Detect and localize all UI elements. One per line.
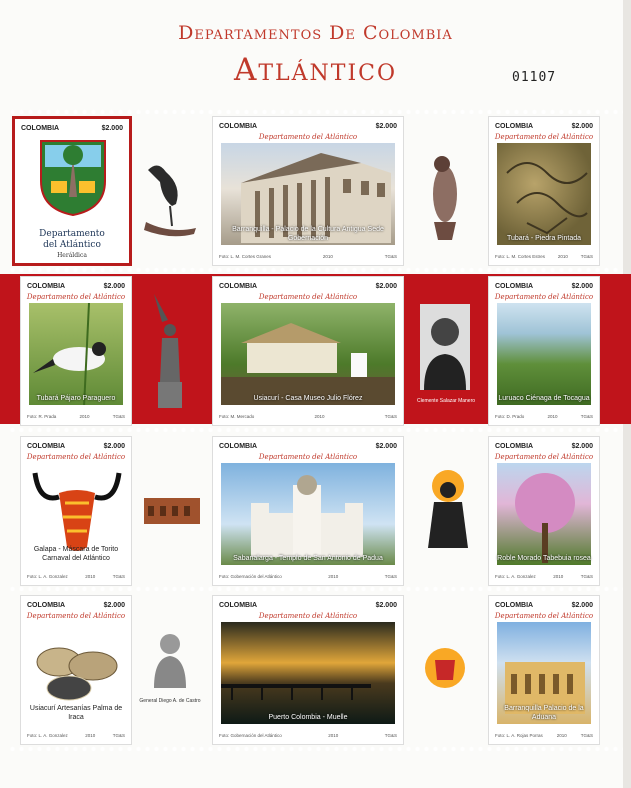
stamp-credit: Foto: L. A. Rojas Porras 2010 TG&S	[495, 733, 593, 738]
stamp-value: $2.000	[103, 443, 125, 450]
stamp-cienaga-tocagua	[488, 276, 600, 426]
stamp-roble-morado	[488, 436, 600, 586]
stamp-country: COLOMBIA	[219, 123, 258, 130]
stamp-casa-museo	[212, 276, 404, 426]
stamp-value: $2.000	[375, 443, 397, 450]
stamp-country: COLOMBIA	[27, 602, 66, 609]
stamp-department: Departamento del Atlántico	[258, 293, 358, 301]
hawk-icon	[420, 150, 470, 245]
stamp-country: COLOMBIA	[219, 443, 258, 450]
stamp-palacio-cultura	[212, 116, 404, 266]
stamp-credit: Foto: L. A. Gonzalez 2010 TG&S	[27, 733, 125, 738]
bust-label: General Diego A. de Castro	[139, 698, 201, 704]
stamp-piedra-pintada	[488, 116, 600, 266]
stamp-credit: Foto: Gobernación del Atlántico 2010 TG&S	[219, 574, 397, 579]
stamp-country: COLOMBIA	[219, 602, 258, 609]
stamp-image	[497, 463, 591, 565]
stamp-country: COLOMBIA	[495, 283, 534, 290]
portrait-icon	[420, 304, 470, 390]
stamp-department: Departamento del Atlántico	[258, 453, 358, 461]
stamp-artesanias	[20, 595, 132, 745]
carnival-figure-icon	[420, 468, 476, 552]
pier-icon	[221, 622, 395, 724]
stamp-value: $2.000	[571, 123, 593, 130]
stamp-credit: Foto: R. Prada 2010 TG&S	[27, 414, 125, 419]
stamp-caption: Luruaco Ciénaga de Tocagua	[498, 395, 590, 402]
stamp-credit: Foto: L. M. Cortes Granes 2010 TG&S	[219, 254, 397, 259]
stamp-caption: Sabanalarga - Templo de San Antonio de Padua	[233, 555, 383, 562]
stamp-credit: Foto: Gobernación del Atlántico 2010 TG&S	[219, 733, 397, 738]
stamp-caption: Galapa - Máscara de Torito Carnaval del Atlántico	[33, 546, 119, 562]
stamp-templo-san-antonio	[212, 436, 404, 586]
stamp-palacio-aduana	[488, 595, 600, 745]
stamp-country: COLOMBIA	[495, 443, 534, 450]
stamp-department: Departamento del Atlántico	[26, 612, 126, 620]
stamp-value: $2.000	[103, 602, 125, 609]
stamp-caption: Roble Morado Tabebuia rosea	[497, 555, 591, 562]
stamp-value: $2.000	[571, 443, 593, 450]
stamp-department: Departamento del Atlántico	[258, 612, 358, 620]
stamp-country: COLOMBIA	[495, 123, 534, 130]
stamp-department: Departamento del Atlántico	[26, 293, 126, 301]
stamp-department: Departamento del Atlántico	[494, 453, 594, 461]
stamp-image	[29, 303, 123, 405]
stamp-caption: Usiacurí Artesanías Palma de Iraca	[29, 705, 123, 721]
stamp-caption: Usiacurí - Casa Museo Julio Flórez	[253, 395, 363, 402]
heraldry-subtitle: Heráldica	[57, 252, 87, 259]
stamp-department: Departamento del Atlántico	[494, 293, 594, 301]
statue-icon	[148, 292, 192, 412]
perforation-row	[8, 426, 623, 434]
stamp-image	[497, 303, 591, 405]
stamp-pajaro-paraguero	[20, 276, 132, 426]
perforation-row	[8, 108, 623, 116]
portrait-photo	[420, 304, 470, 390]
perforation-row	[8, 585, 623, 593]
stamp-image	[497, 143, 591, 245]
stamp-value: $2.000	[571, 283, 593, 290]
stamp-country: COLOMBIA	[495, 602, 534, 609]
perforation-row	[8, 266, 623, 274]
stamp-puerto-colombia	[212, 595, 404, 745]
sheet-title-department: Atlántico	[233, 52, 398, 88]
heraldry-title: del Atlántico	[43, 240, 101, 250]
stamp-credit: Foto: M. Mercado 2010 TG&S	[219, 414, 397, 419]
stamp-caption: Puerto Colombia - Muelle	[268, 714, 348, 721]
stamp-value: $2.000	[375, 283, 397, 290]
stamp-credit: Foto: L. M. Cortes Estres 2010 TG&S	[495, 254, 593, 259]
sheet-title-series: Departamentos De Colombia	[178, 22, 453, 44]
stamp-caption: Tubará - Piedra Pintada	[506, 235, 582, 242]
stamp-mascara-torito	[20, 436, 132, 586]
stamp-value: $2.000	[101, 125, 123, 132]
stamp-value: $2.000	[571, 602, 593, 609]
stamp-credit: Foto: D. Prado 2010 TG&S	[495, 414, 593, 419]
heraldry-title: Departamento	[39, 229, 105, 239]
stamp-credit: Foto: L. A. Gonzalez 2010 TG&S	[495, 574, 593, 579]
stamp-heraldry	[12, 116, 132, 266]
stamp-country: COLOMBIA	[21, 125, 60, 132]
stamp-department: Departamento del Atlántico	[26, 453, 126, 461]
heron-icon	[142, 150, 198, 240]
stamp-department: Departamento del Atlántico	[258, 133, 358, 141]
stamp-country: COLOMBIA	[219, 283, 258, 290]
sheet-serial-number: 01107	[512, 70, 557, 85]
stamp-credit: Foto: L. A. Gonzalez 2010 TG&S	[27, 574, 125, 579]
stamp-department: Departamento del Atlántico	[494, 612, 594, 620]
fort-building-icon	[142, 490, 202, 526]
stamp-image	[221, 622, 395, 724]
stamp-value: $2.000	[375, 602, 397, 609]
stamp-country: COLOMBIA	[27, 283, 66, 290]
perforation-row	[8, 745, 623, 753]
stamp-value: $2.000	[103, 283, 125, 290]
emblem-icon	[420, 640, 470, 696]
portrait-label: Clemente Salazar Manero	[416, 398, 476, 404]
stamp-image	[221, 303, 395, 405]
stamp-value: $2.000	[375, 123, 397, 130]
stamp-caption: Barranquilla Palacio de la Aduana	[504, 705, 584, 721]
stamp-caption: Barranquilla - Palacio de la Cultura Antigua Sede Gobernación	[232, 226, 384, 242]
tree-icon	[497, 463, 591, 565]
coat-of-arms-icon	[37, 137, 109, 217]
church-icon	[221, 463, 395, 565]
bust-icon	[148, 628, 192, 692]
stamp-caption: Tubará Pájaro Paraguero	[36, 395, 116, 402]
stamp-department: Departamento del Atlántico	[494, 133, 594, 141]
stamp-country: COLOMBIA	[27, 443, 66, 450]
stamp-image	[221, 463, 395, 565]
